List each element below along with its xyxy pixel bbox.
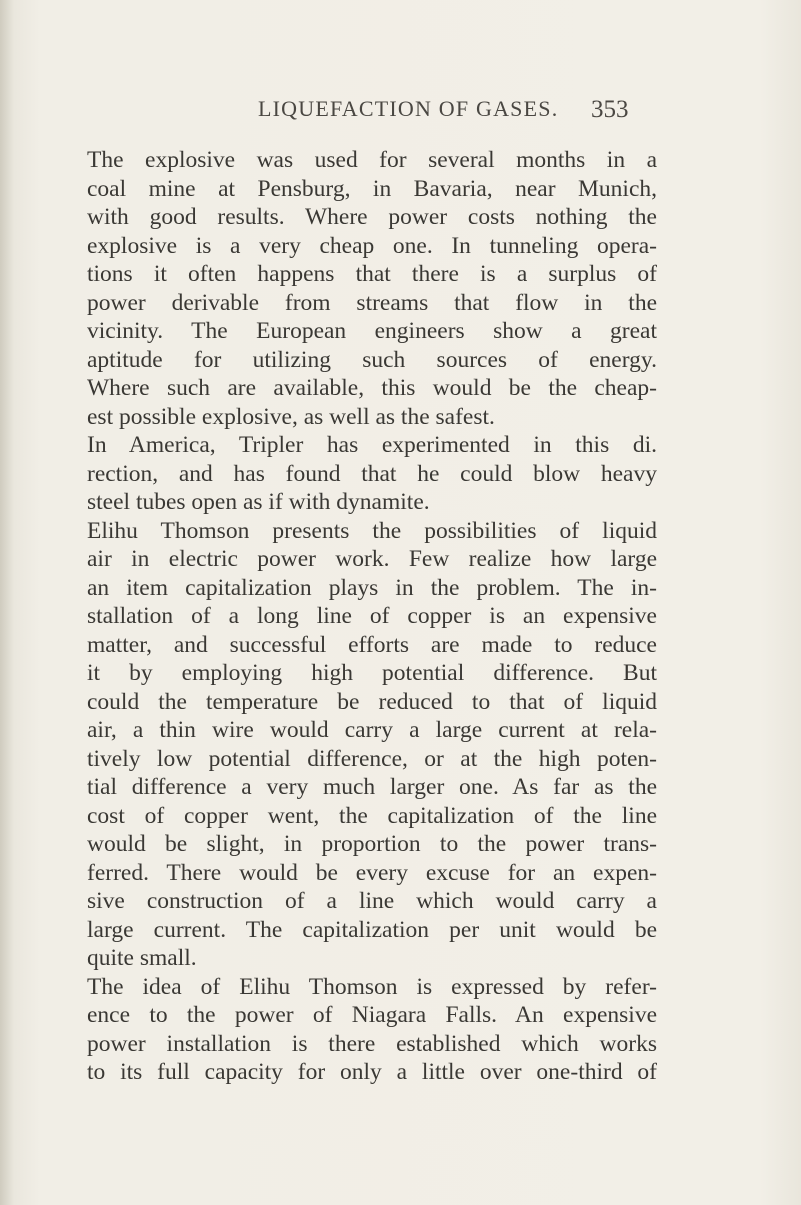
text-line: to its full capacity for only a little over one-third of [87, 1059, 657, 1085]
text-line: Where such are available, this would be the cheap- [87, 375, 657, 401]
running-title: LIQUEFACTION OF GASES. [258, 96, 559, 121]
text-line: tions it often happens that there is a surplus of [87, 261, 657, 287]
text-line: ferred. There would be every excuse for an expen- [87, 859, 657, 886]
text-line: est possible explosive, as well as the safest. [87, 403, 495, 430]
text-line: stallation of a long line of copper is an expensive [87, 603, 657, 629]
text-line: In America, Tripler has experimented in this di. [87, 432, 657, 458]
text-line: quite small. [87, 945, 197, 971]
text-line: rection, and has found that he could blow heavy [87, 460, 657, 487]
text-line: explosive is a very cheap one. In tunneling opera- [87, 232, 657, 259]
text-line: would be slight, in proportion to the power trans- [87, 831, 657, 857]
text-line: The idea of Elihu Thomson is expressed by refer- [87, 973, 657, 1000]
text-line: with good results. Where power costs nothing the [87, 204, 657, 230]
text-line: steel tubes open as if with dynamite. [87, 489, 430, 515]
page-number: 353 [591, 96, 629, 123]
text-line: ence to the power of Niagara Falls. An expensive [87, 1002, 657, 1028]
text-line: large current. The capitalization per unit would be [87, 916, 657, 943]
text-line: it by employing high potential difference. But [87, 660, 657, 686]
text-line: aptitude for utilizing such sources of energy. [87, 346, 657, 373]
text-line: matter, and successful efforts are made to reduce [87, 631, 657, 658]
text-line: air, a thin wire would carry a large current at rela- [87, 717, 657, 743]
text-line: tively low potential difference, or at the high poten- [87, 745, 657, 772]
text-line: air in electric power work. Few realize how large [87, 546, 657, 572]
text-line: Elihu Thomson presents the possibilities of liquid [87, 517, 657, 544]
text-line: The explosive was used for several months in a [87, 147, 657, 173]
text-line: tial difference a very much larger one. As far as the [87, 774, 657, 800]
text-line: vicinity. The European engineers show a great [87, 318, 657, 344]
text-line: power derivable from streams that flow in the [87, 289, 657, 316]
text-line: an item capitalization plays in the problem. The in- [87, 574, 657, 601]
text-line: power installation is there established which works [87, 1030, 657, 1057]
page-header [0, 96, 801, 130]
text-line: coal mine at Pensburg, in Bavaria, near Munich, [87, 175, 657, 202]
page-gutter-shadow [0, 0, 14, 1205]
body-text [87, 146, 657, 1087]
text-line: sive construction of a line which would carry a [87, 888, 657, 914]
text-line: cost of copper went, the capitalization of the line [87, 802, 657, 829]
text-line: could the temperature be reduced to that of liquid [87, 688, 657, 715]
